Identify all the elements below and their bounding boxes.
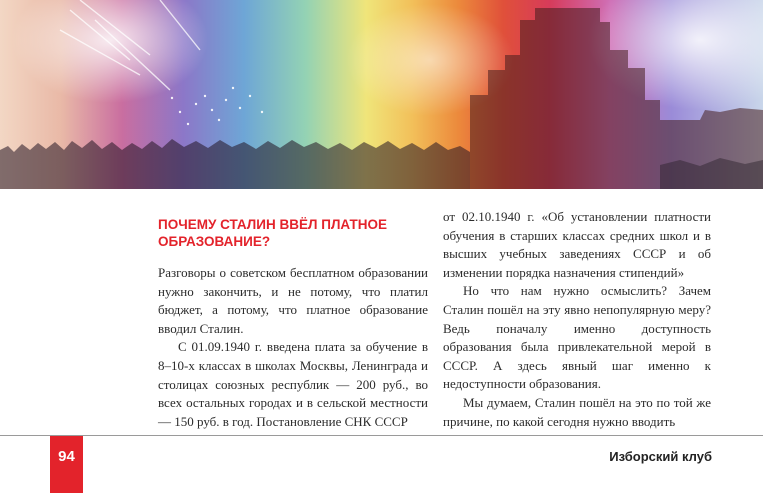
paragraph: Мы думаем, Сталин пошёл на это по той же причине, по какой сегодня нужно вводить bbox=[443, 394, 711, 429]
page-number: 94 bbox=[58, 448, 75, 465]
publication-name: Изборский клуб bbox=[609, 449, 712, 464]
paragraph: Разговоры о советском бесплатном образовании нужно закончить, и не потому, что платил бюджет, а потому, что платное образование вводил Сталин. bbox=[158, 265, 428, 336]
paragraph: С 01.09.1940 г. введена плата за обучение в 8–10-х классах в школах Москвы, Ленинграда и столицах союзных республик — 200 руб., во всех остальных городах и в сельской местности — 150 руб. в год. Постановление СНК СССР bbox=[158, 339, 428, 429]
hero-photo bbox=[0, 0, 763, 189]
article-heading: ПОЧЕМУ СТАЛИН ВВЁЛ ПЛАТНОЕ ОБРАЗОВАНИЕ? bbox=[158, 217, 387, 249]
hero-silhouette bbox=[0, 0, 763, 189]
article-column-right bbox=[443, 208, 711, 431]
paragraph: Но что нам нужно осмыслить? Зачем Сталин пошёл на эту явно непопулярную меру? Ведь поначалу именно доступность образования была привлекательной мерой в СССР. А здесь явный шаг именно к недоступности образования. bbox=[443, 283, 711, 392]
paragraph: от 02.10.1940 г. «Об установлении платности обучения в старших классах средних школ и в высших учебных заведениях СССР и об изменении порядка назначения стипендий» bbox=[443, 209, 711, 280]
footer-divider bbox=[0, 435, 763, 436]
article-column-left bbox=[158, 264, 428, 431]
